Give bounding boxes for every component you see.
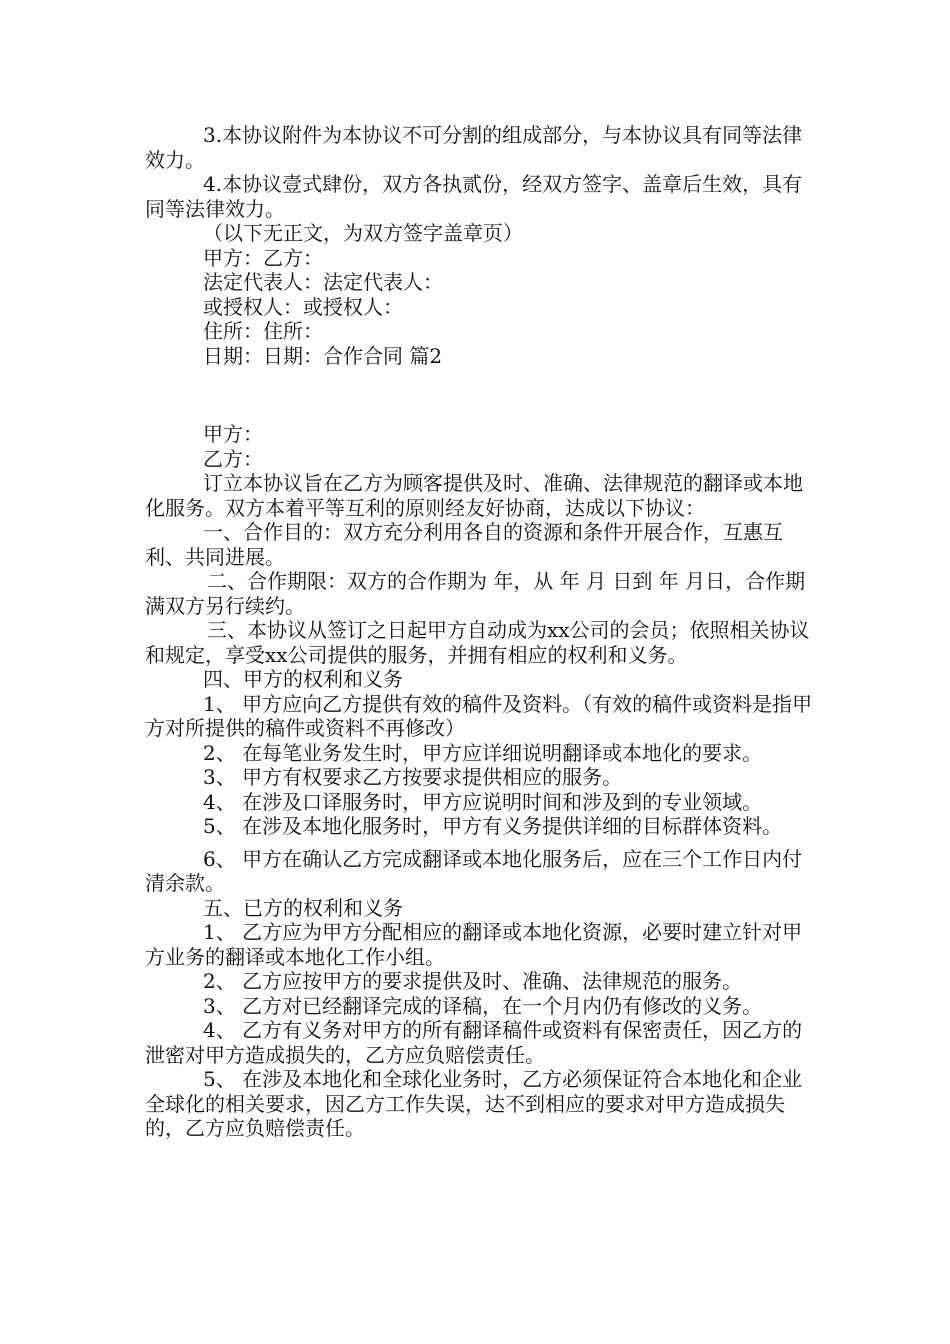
section-4-item-2: 2、 在每笔业务发生时，甲方应详细说明翻译或本地化的要求。 bbox=[203, 740, 763, 765]
section-5-item-4: 4、 乙方有义务对甲方的所有翻译稿件或资料有保密责任，因乙方的泄密对甲方造成损失的，乙方应负赔偿责任。 bbox=[145, 1018, 803, 1067]
paragraph-clause-4: 4.本协议壹式肆份，双方各执贰份，经双方签字、盖章后生效，具有同等法律效力。 bbox=[145, 172, 803, 221]
party-b: 乙方： bbox=[203, 446, 263, 471]
section-5-item-1: 1、 乙方应为甲方分配相应的翻译或本地化资源，必要时建立针对甲方业务的翻译或本地化工作小组。 bbox=[145, 920, 803, 969]
paragraph-no-text-note: （以下无正文，为双方签字盖章页） bbox=[203, 221, 523, 245]
section-4-item-4: 4、 在涉及口译服务时，甲方应说明时间和涉及到的专业领域。 bbox=[203, 789, 763, 814]
section-4-item-5: 5、 在涉及本地化服务时，甲方有义务提供详细的目标群体资料。 bbox=[203, 814, 783, 838]
signature-address: 住所：住所： bbox=[203, 319, 323, 343]
paragraph-clause-3: 3.本协议附件为本协议不可分割的组成部分，与本协议具有同等法律效力。 bbox=[145, 123, 803, 172]
section-5-heading: 五、已方的权利和义务 bbox=[203, 895, 403, 920]
section-2-term: 二、合作期限：双方的合作期为 年，从 年 月 日到 年 月日，合作期满双方另行续约。 bbox=[145, 569, 806, 618]
section-3-membership: 三、本协议从签订之日起甲方自动成为xx公司的会员；依照相关协议和规定，享受xx公司提供的服务，并拥有相应的权利和义务。 bbox=[145, 618, 810, 667]
section-4-item-1: 1、 甲方应向乙方提供有效的稿件及资料。（有效的稿件或资料是指甲方对所提供的稿件或资料不再修改） bbox=[145, 691, 813, 740]
section-5-item-5: 5、 在涉及本地化和全球化业务时，乙方必须保证符合本地化和企业全球化的相关要求，因乙方工作失误，达不到相应的要求对甲方造成损失的，乙方应负赔偿责任。 bbox=[145, 1067, 803, 1140]
section-5-item-2: 2、 乙方应按甲方的要求提供及时、准确、法律规范的服务。 bbox=[203, 969, 743, 993]
section-4-heading: 四、甲方的权利和义务 bbox=[203, 667, 403, 691]
signature-authorized: 或授权人：或授权人： bbox=[203, 294, 403, 319]
party-a: 甲方： bbox=[203, 422, 263, 446]
document-body bbox=[145, 123, 815, 1141]
section-1-purpose: 一、合作目的：双方充分利用各自的资源和条件开展合作，互惠互利、共同进展。 bbox=[145, 520, 783, 569]
section-4-item-3: 3、 甲方有权要求乙方按要求提供相应的服务。 bbox=[203, 765, 623, 789]
signature-date-and-heading: 日期：日期：合作合同 篇2 bbox=[203, 343, 443, 368]
preamble: 订立本协议旨在乙方为顾客提供及时、准确、法律规范的翻译或本地化服务。双方本着平等互利的原则经友好协商，达成以下协议： bbox=[145, 471, 803, 520]
section-4-item-6: 6、 甲方在确认乙方完成翻译或本地化服务后，应在三个工作日内付清余款。 bbox=[145, 846, 803, 895]
section-5-item-3: 3、 乙方对已经翻译完成的译稿，在一个月内仍有修改的义务。 bbox=[203, 993, 763, 1018]
signature-parties: 甲方：乙方： bbox=[203, 245, 323, 270]
signature-legal-rep: 法定代表人：法定代表人： bbox=[203, 270, 443, 294]
